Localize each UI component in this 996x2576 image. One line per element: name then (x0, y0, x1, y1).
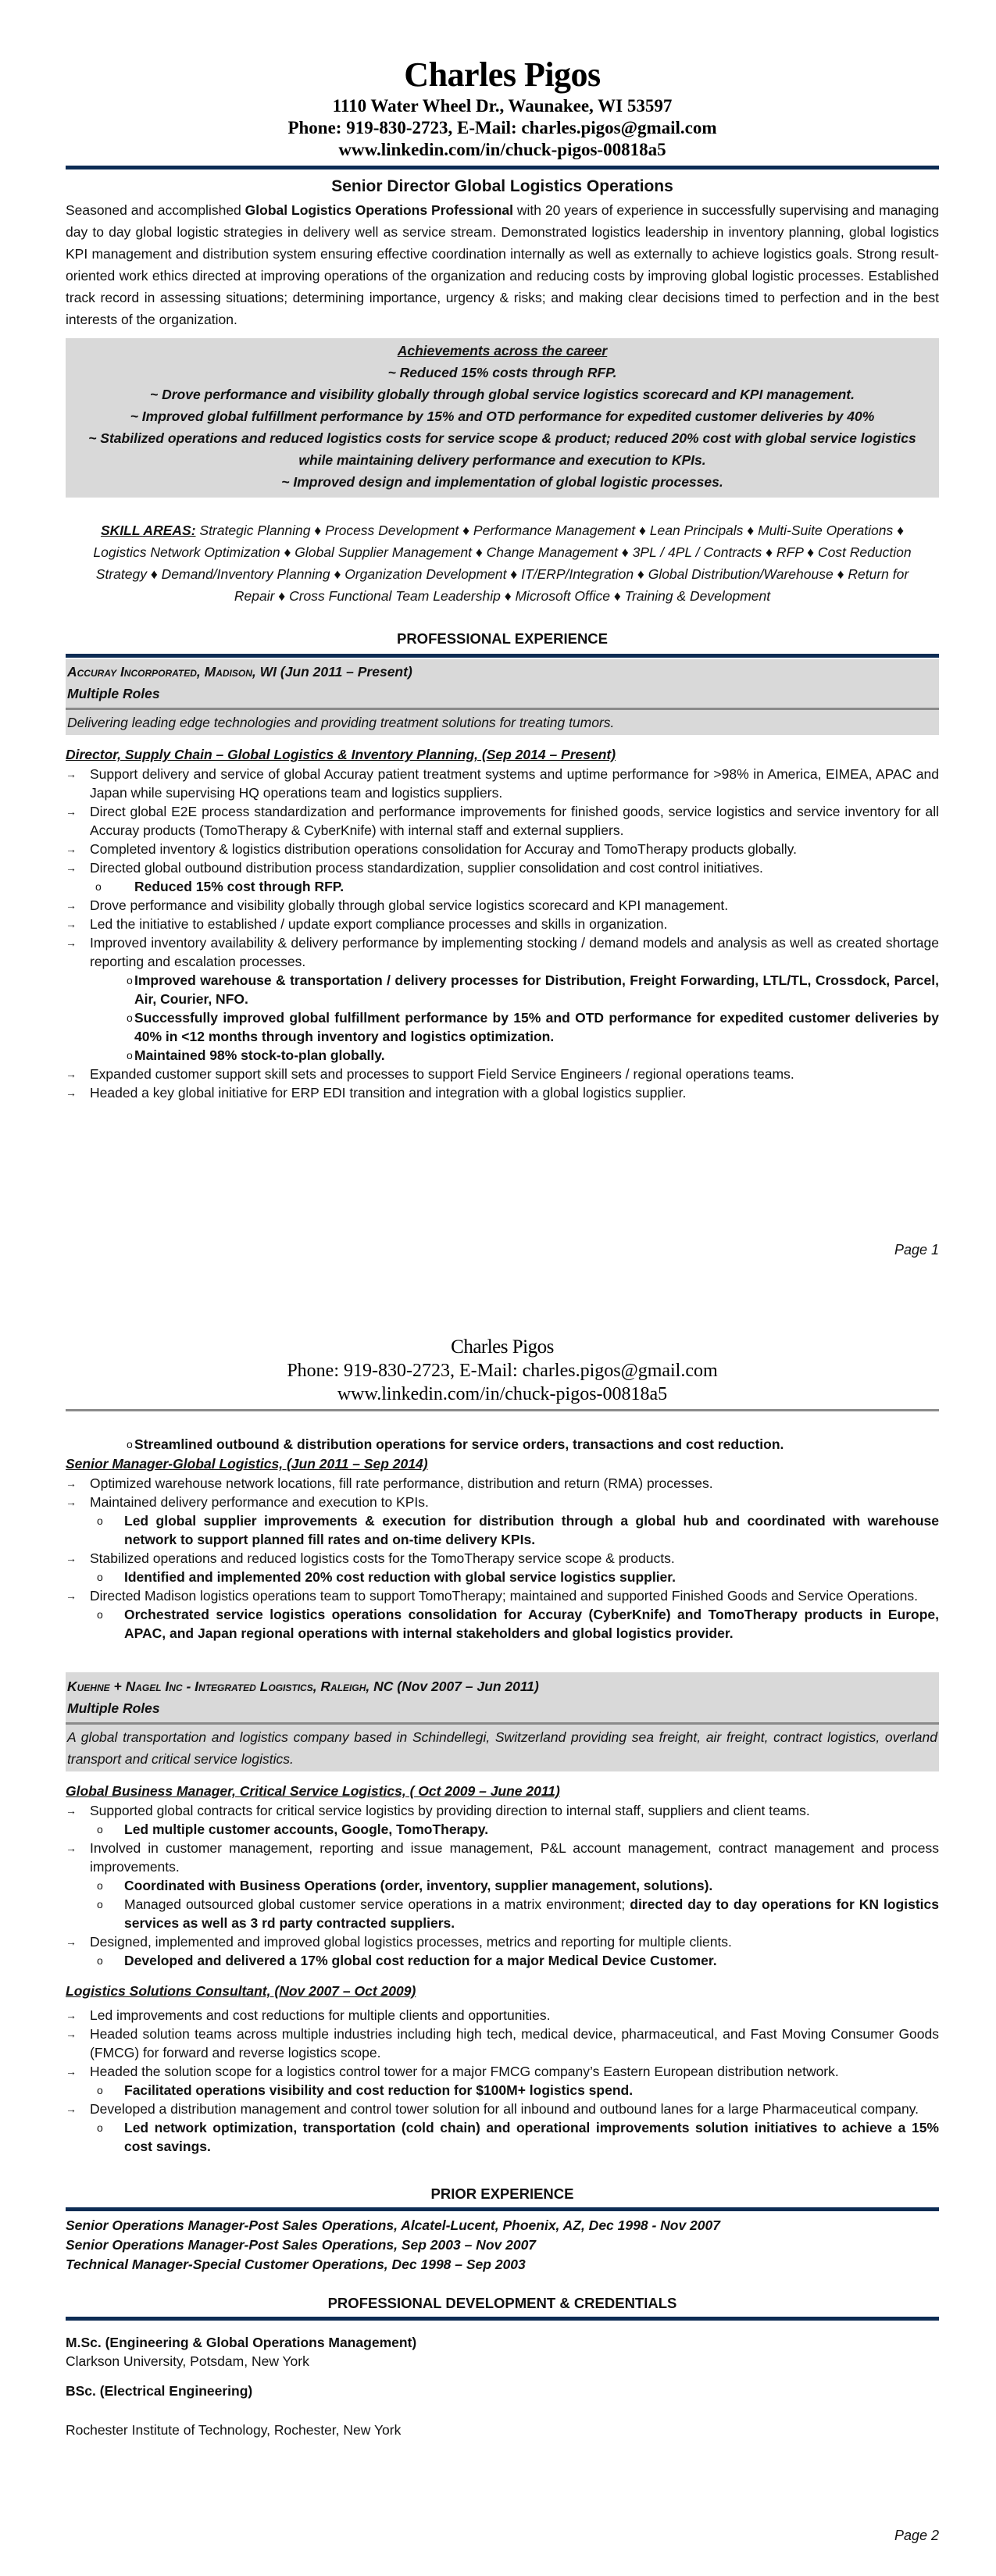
skill-areas-label: SKILL AREAS: (100, 523, 196, 538)
bullet-item (66, 2006, 939, 2025)
arrow-icon: → (66, 2103, 77, 2115)
company-roles-label: Multiple Roles (67, 686, 160, 701)
header-divider (66, 166, 939, 169)
arrow-icon: → (66, 1842, 77, 1854)
section-divider (66, 2207, 939, 2211)
bullet-item (66, 765, 939, 802)
prior-experience-item: Senior Operations Manager-Post Sales Operations, Alcatel-Lucent, Phoenix, AZ, Dec 1998 - Nov 2007 (66, 2217, 720, 2233)
achievement-item: ~ Stabilized operations and reduced logistics costs for service scope & product; reduced 20% cost with global service logistics while maintaining delivery performance and execution to KPIs. (88, 430, 916, 468)
bullet-item (66, 802, 939, 840)
bullet-item (66, 1474, 939, 1493)
achievements-title: Achievements across the career (397, 343, 608, 359)
summary-pre: Seasoned and accomplished (66, 202, 245, 218)
arrow-icon: → (66, 843, 77, 855)
sub-bullet-item (66, 2118, 939, 2156)
bullet-text: Optimized warehouse network locations, fill rate performance, distribution and return (RMA) processes. (90, 1475, 713, 1491)
arrow-icon: → (66, 1477, 77, 1490)
sub-bullet-item (66, 1876, 939, 1895)
school: Rochester Institute of Technology, Rochester, New York (66, 2422, 402, 2438)
sub-bullet-item (66, 1511, 939, 1549)
school: Clarkson University, Potsdam, New York (66, 2353, 309, 2369)
section-title-prior: PRIOR EXPERIENCE (430, 2185, 574, 2202)
contact-line: Phone: 919-830-2723, E-Mail: charles.pigos@gmail.com (287, 118, 717, 137)
sub-bullets (66, 2118, 939, 2156)
sub-bullet-item (66, 2081, 939, 2100)
bullet-item (66, 933, 939, 1065)
circle-bullet-icon: o (127, 1438, 133, 1450)
achievement-item: ~ Improved design and implementation of global logistic processes. (281, 474, 723, 490)
sub-bullet-item (66, 1008, 939, 1046)
bullet-text: Expanded customer support skill sets and processes to support Field Service Engineers / regional operations teams. (90, 1066, 794, 1082)
arrow-icon: → (66, 2009, 77, 2021)
sub-bullet-text: Maintained 98% stock-to-plan globally. (134, 1047, 385, 1063)
arrow-icon: → (66, 1552, 77, 1565)
arrow-icon: → (66, 1068, 77, 1080)
sub-bullet-item (66, 877, 939, 896)
role-title: Global Business Manager, Critical Service Logistics, ( Oct 2009 – June 2011) (66, 1783, 560, 1799)
summary-highlight: Global Logistics Operations Professional (245, 202, 514, 218)
sub-bullet-item (66, 1435, 939, 1454)
bullet-item (66, 1065, 939, 1083)
degree: BSc. (Electrical Engineering) (66, 2383, 253, 2399)
sub-bullet-text: Identified and implemented 20% cost reduction with global service logistics supplier. (124, 1569, 676, 1585)
section-title-credentials: PROFESSIONAL DEVELOPMENT & CREDENTIALS (327, 2295, 677, 2311)
prior-experience-item: Technical Manager-Special Customer Operations, Dec 1998 – Sep 2003 (66, 2257, 526, 2272)
summary-post: with 20 years of experience in successfully supervising and managing day to day global logistic strategies in delivery well as service stream. Demonstrated logistics leadership in inventory planning, global logistics KPI management and distribution system ensuring effective coordination internally as well as externally to achieve logistics goals. Strong result-oriented work ethics directed at improving operations of the organization and reducing costs by improving global logistic processes. Established track record in assessing situations; determining importance, urgency & risks; and making clear decisions timed to perfection and in the best interests of the organization. (66, 202, 939, 327)
bullet-text: Maintained delivery performance and execution to KPIs. (90, 1494, 429, 1510)
bullet-item (66, 896, 939, 915)
page-number: Page 1 (894, 1242, 939, 1258)
bullet-text: Drove performance and visibility globally through global service logistics scorecard and KPI management. (90, 897, 729, 913)
linkedin-link[interactable]: www.linkedin.com/in/chuck-pigos-00818a5 (337, 1384, 668, 1404)
sub-bullet-item (66, 1951, 939, 1970)
bullet-item (66, 1493, 939, 1549)
arrow-icon: → (66, 2028, 77, 2040)
sub-bullet-text: Orchestrated service logistics operations consolidation for Accuray (CyberKnife) and TomoTherapy products in Europe, APAC, and Japan regional operations with internal stakeholders and global logistics provider. (124, 1607, 939, 1641)
circle-bullet-icon: o (97, 1879, 103, 1892)
achievement-item: ~ Improved global fulfillment performance by 15% and OTD performance for expedited customer deliveries by 40% (130, 409, 875, 424)
arrow-icon: → (66, 1496, 77, 1508)
resume-header (66, 55, 939, 161)
bullet-item (66, 2100, 939, 2156)
company-description: A global transportation and logistics company based in Schindellegi, Switzerland providing sea freight, air freight, contract logistics, overland transport and critical service logistics. (66, 1725, 939, 1771)
achievements-box (66, 338, 939, 498)
header-divider (66, 1409, 939, 1411)
bullet-text: Directed global outbound distribution process standardization, supplier consolidation and cost control initiatives. (90, 860, 763, 876)
sub-bullet-text: Led network optimization, transportation (cold chain) and operational improvements solution initiatives to achieve a 15% cost savings. (124, 2120, 939, 2154)
page-number: Page 2 (894, 2528, 939, 2543)
circle-bullet-icon: o (127, 1011, 133, 1024)
bullet-item (66, 840, 939, 858)
sub-bullets (66, 1568, 939, 1586)
sub-bullets (66, 971, 939, 1065)
bullet-item (66, 1083, 939, 1102)
bullet-text: Involved in customer management, reporting and issue management, P&L account management, contract management and process improvements. (90, 1840, 939, 1875)
sub-bullet-text: Streamlined outbound & distribution operations for service orders, transactions and cost reduction. (134, 1436, 784, 1452)
company-name: Kuehne + Nagel Inc - Integrated Logistics, Raleigh, NC (67, 1679, 394, 1694)
linkedin-link[interactable]: www.linkedin.com/in/chuck-pigos-00818a5 (338, 140, 666, 159)
arrow-icon: → (66, 768, 77, 780)
sub-bullets (66, 1951, 939, 1970)
arrow-icon: → (66, 1804, 77, 1817)
sub-bullet-text: Led multiple customer accounts, Google, TomoTherapy. (124, 1821, 489, 1837)
summary-paragraph (66, 199, 939, 330)
sub-bullet-text: Improved warehouse & transportation / delivery processes for Distribution, Freight Forwarding, LTL/TL, Crossdock, Parcel, Air, Courier, NFO. (134, 972, 939, 1007)
sub-bullet-item (66, 971, 939, 1008)
sub-bullet-text: Coordinated with Business Operations (order, inventory, supplier management, solutions). (124, 1878, 713, 1893)
arrow-icon: → (66, 937, 77, 949)
education-list (66, 2333, 939, 2439)
bullet-item (66, 2062, 939, 2100)
bullet-text: Improved inventory availability & delivery performance by implementing stocking / demand models and analysis as well as created shortage reporting and escalation processes. (90, 935, 939, 969)
sub-bullet-text: Developed and delivered a 17% global cost reduction for a major Medical Device Customer. (124, 1953, 717, 1968)
arrow-icon: → (66, 918, 77, 930)
achievement-item: ~ Reduced 15% costs through RFP. (387, 365, 617, 380)
sub-bullets (66, 1605, 939, 1643)
skill-areas (89, 519, 916, 607)
role-bullets (66, 2006, 939, 2156)
contact-line: Phone: 919-830-2723, E-Mail: charles.pigos@gmail.com (287, 1361, 718, 1381)
company-name: Accuray Incorporated, Madison, WI (67, 664, 277, 680)
prior-experience-item: Senior Operations Manager-Post Sales Operations, Sep 2003 – Nov 2007 (66, 2237, 537, 2253)
sub-bullets (66, 2081, 939, 2100)
bullet-text: Support delivery and service of global Accuray patient treatment systems and uptime performance for >98% in America, EIMEA, APAC and Japan while supervising HQ operations team and logistics suppliers. (90, 766, 939, 801)
sub-bullet-text-bold: directed day to day operations for KN logistics services as well as 3 rd party contracted suppliers. (124, 1896, 939, 1931)
bullet-text: Direct global E2E process standardization and performance improvements for finished goods, service logistics and service inventory for all Accuray products (TomoTherapy & CyberKnife) with internal staff and external suppliers. (90, 804, 939, 838)
candidate-name: Charles Pigos (451, 1336, 554, 1358)
role-bullets (66, 1801, 939, 1970)
company-roles-label: Multiple Roles (67, 1700, 160, 1716)
sub-bullet-item (66, 1605, 939, 1643)
role-title: Director, Supply Chain – Global Logistics & Inventory Planning, (Sep 2014 – Present) (66, 747, 616, 762)
sub-bullets (66, 1511, 939, 1549)
resume-page-2 (66, 1336, 939, 2439)
sub-bullet-text: Reduced 15% cost through RFP. (134, 879, 344, 894)
bullet-item (66, 1801, 939, 1839)
section-title-experience: PROFESSIONAL EXPERIENCE (396, 630, 609, 647)
bullet-text: Stabilized operations and reduced logistics costs for the TomoTherapy service scope & products. (90, 1550, 675, 1566)
address: 1110 Water Wheel Dr., Waunakee, WI 53597 (332, 96, 673, 116)
bullet-text: Supported global contracts for critical service logistics by providing direction to internal staff, suppliers and client teams. (90, 1803, 810, 1818)
candidate-name: Charles Pigos (404, 55, 601, 94)
company-dates: (Jun 2011 – Present) (277, 664, 412, 680)
bullet-text: Developed a distribution management and control tower solution for all inbound and outbound lanes for a large Pharmaceutical company. (90, 2101, 919, 2117)
circle-bullet-icon: o (97, 1608, 103, 1621)
arrow-icon: → (66, 1589, 77, 1602)
circle-bullet-icon: o (97, 1954, 103, 1967)
bullet-text: Designed, implemented and improved global logistics processes, metrics and reporting for multiple clients. (90, 1934, 732, 1950)
circle-bullet-icon: o (95, 880, 102, 893)
bullet-item (66, 1549, 939, 1586)
arrow-icon: → (66, 1936, 77, 1948)
bullet-item (66, 2025, 939, 2062)
skill-areas-list: Strategic Planning ♦ Process Development ♦ Performance Management ♦ Lean Principals ♦ Multi-Suite Operations ♦ Logistics Network Optimization ♦ Global Supplier Management ♦ Change Management ♦ 3PL / 4PL / Contracts ♦ RFP ♦ Cost Reduction Strategy ♦ Demand/Inventory Planning ♦ Organization Development ♦ IT/ERP/Integration ♦ Global Distribution/Warehouse ♦ Return for Repair ♦ Cross Functional Team Leadership ♦ Microsoft Office ♦ Training & Development (93, 523, 912, 604)
arrow-icon: → (66, 2065, 77, 2078)
circle-bullet-icon: o (97, 1823, 103, 1836)
sub-bullet-item (66, 1895, 939, 1932)
company-header (66, 1672, 939, 1722)
circle-bullet-icon: o (127, 1049, 133, 1061)
role-title: Senior Manager-Global Logistics, (Jun 2011 – Sep 2014) (66, 1456, 428, 1472)
bullet-text: Headed the solution scope for a logistics control tower for a major FMCG company’s Eastern European distribution network. (90, 2064, 839, 2079)
sub-bullets (66, 1876, 939, 1932)
circle-bullet-icon: o (127, 974, 133, 987)
carryover-bullets (66, 1435, 939, 1454)
degree: M.Sc. (Engineering & Global Operations Management) (66, 2335, 417, 2350)
bullet-item (66, 915, 939, 933)
bullet-text: Directed Madison logistics operations team to support TomoTherapy; maintained and supported Finished Goods and Service Operations. (90, 1588, 918, 1604)
circle-bullet-icon: o (97, 1515, 103, 1527)
bullet-item (66, 858, 939, 896)
sub-bullet-text: Led global supplier improvements & execution for distribution through a global hub and coordinated with warehouse network to support planned fill rates and on-time delivery KPIs. (124, 1513, 939, 1547)
bullet-item (66, 1932, 939, 1970)
circle-bullet-icon: o (97, 1898, 103, 1911)
bullet-text: Led improvements and cost reductions for multiple clients and opportunities. (90, 2007, 551, 2023)
section-divider (66, 2317, 939, 2321)
sub-bullet-text: Managed outsourced global customer service operations in a matrix environment; (124, 1896, 630, 1912)
bullet-text: Headed solution teams across multiple industries including high tech, medical device, pharmaceutical, and Fast Moving Consumer Goods (FMCG) for forward and reverse logistics scope. (90, 2026, 939, 2060)
circle-bullet-icon: o (97, 2084, 103, 2096)
sub-bullet-item (66, 1568, 939, 1586)
bullet-text: Completed inventory & logistics distribution operations consolidation for Accuray and TomoTherapy products globally. (90, 841, 797, 857)
sub-bullet-item (66, 1820, 939, 1839)
company-header (66, 659, 939, 708)
company-dates: (Nov 2007 – Jun 2011) (393, 1679, 539, 1694)
bullet-text: Led the initiative to established / update export compliance processes and skills in organization. (90, 916, 668, 932)
role-bullets (66, 1474, 939, 1643)
prior-experience-list (66, 2216, 939, 2275)
sub-bullet-item (66, 1046, 939, 1065)
sub-bullet-text: Successfully improved global fulfillment performance by 15% and OTD performance for expedited customer deliveries by 40% in <12 months through inventory and logistics optimization. (134, 1010, 939, 1044)
sub-bullet-text: Facilitated operations visibility and cost reduction for $100M+ logistics spend. (124, 2082, 634, 2098)
bullet-item (66, 1839, 939, 1932)
role-bullets (66, 765, 939, 1102)
bullet-item (66, 1586, 939, 1643)
resume-header-continued (66, 1336, 939, 1406)
resume-page-1 (66, 55, 939, 1102)
arrow-icon: → (66, 1086, 77, 1099)
sub-bullets (66, 877, 939, 896)
arrow-icon: → (66, 805, 77, 818)
circle-bullet-icon: o (97, 2121, 103, 2134)
professional-title: Senior Director Global Logistics Operations (331, 177, 673, 195)
arrow-icon: → (66, 899, 77, 912)
circle-bullet-icon: o (97, 1571, 103, 1583)
achievement-item: ~ Drove performance and visibility globally through global service logistics scorecard and KPI management. (150, 387, 855, 402)
sub-bullets (66, 1820, 939, 1839)
role-title: Logistics Solutions Consultant, (Nov 2007 – Oct 2009) (66, 1983, 416, 1999)
company-description: Delivering leading edge technologies and providing treatment solutions for treating tumors. (66, 710, 939, 735)
bullet-text: Headed a key global initiative for ERP EDI transition and integration with a global logistics supplier. (90, 1085, 687, 1101)
arrow-icon: → (66, 862, 77, 874)
section-divider (66, 654, 939, 658)
